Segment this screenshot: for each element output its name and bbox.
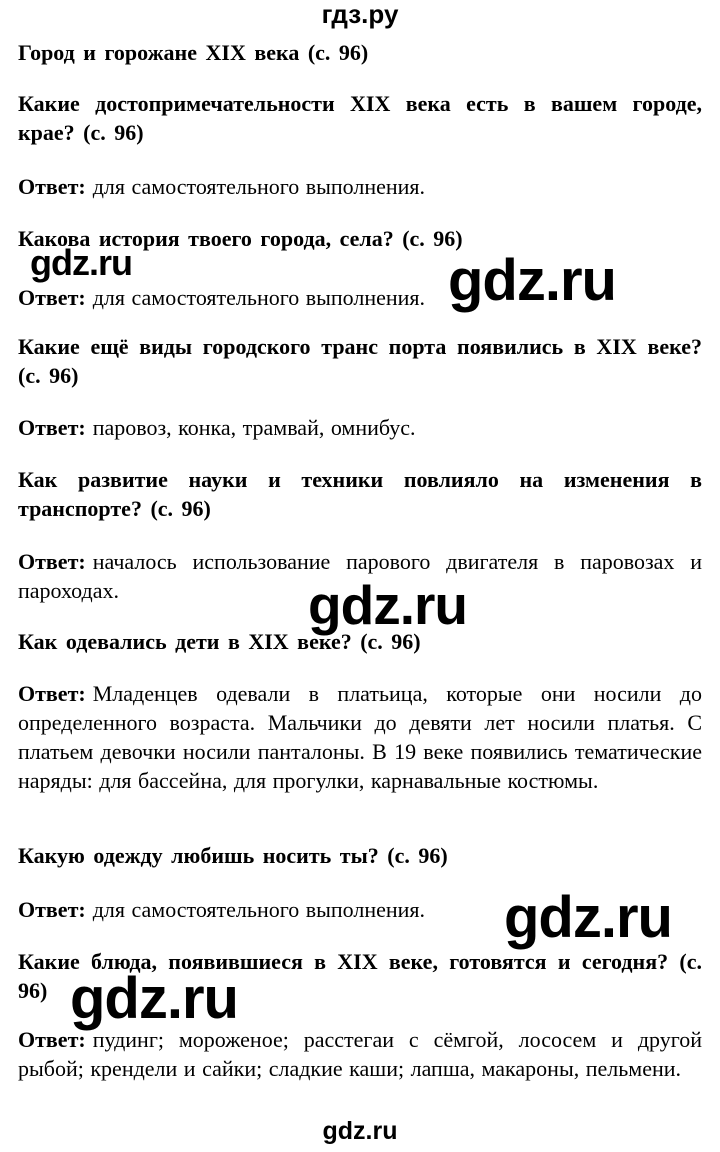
question-1: Какие достопримечательности XIX века есть в вашем городе, крае? (с. 96) <box>18 91 702 145</box>
gdz-watermark: gdz.ru <box>448 248 616 313</box>
answer-3 <box>18 413 702 442</box>
answer-text: Младенцев одевали в платьица, которые они носили до определенного возраста. Мальчики до девяти лет носили платья. С платьем девочки носили панталоны. В 19 веке появились тематические наряды: для бассейна, для прогулки, карнавальные костюмы. <box>18 681 702 793</box>
answer-text: пудинг; мороженое; расстегаи с сёмгой, лососем и другой рыбой; крендели и сайки; сладкие каши; лапша, макароны, пельмени. <box>18 1027 702 1081</box>
answer-label: Ответ: <box>18 285 86 310</box>
answer-label: Ответ: <box>18 174 86 199</box>
answer-label: Ответ: <box>18 549 86 574</box>
answer-label: Ответ: <box>18 415 86 440</box>
answer-text: паровоз, конка, трамвай, омнибус. <box>92 415 416 440</box>
gdz-watermark: gdz.ru <box>70 966 238 1031</box>
gdz-watermark: gdz.ru <box>30 242 132 283</box>
answer-5 <box>18 679 702 795</box>
answer-label: Ответ: <box>18 681 86 706</box>
answer-text: для самостоятельного выполнения. <box>92 285 426 310</box>
gdz-watermark: gdz.ru <box>504 885 672 950</box>
question-2: Какова история твоего города, села? (с. 96) <box>18 226 463 251</box>
question-6: Какую одежду любишь носить ты? (с. 96) <box>18 843 448 868</box>
answer-1 <box>18 172 702 201</box>
answer-label: Ответ: <box>18 1027 86 1052</box>
page-title: Город и горожане XIX века (с. 96) <box>18 40 369 65</box>
answer-text: началось использование парового двигателя в паровозах и пароходах. <box>18 549 702 603</box>
site-footer-logo: gdz.ru <box>322 1117 398 1145</box>
answer-7 <box>18 1025 702 1083</box>
answer-text: для самостоятельного выполнения. <box>92 174 426 199</box>
answer-text: для самостоятельного выполнения. <box>92 897 426 922</box>
answer-label: Ответ: <box>18 897 86 922</box>
gdz-watermark: gdz.ru <box>308 574 467 636</box>
question-5: Как одевались дети в XIX веке? (с. 96) <box>18 629 421 654</box>
site-header-logo: гдз.ру <box>321 0 399 29</box>
question-4: Как развитие науки и техники повлияло на изменения в транспорте? (с. 96) <box>18 467 702 521</box>
question-3: Какие ещё виды городского транс порта появились в XIX веке? (с. 96) <box>18 334 702 388</box>
question-7: Какие блюда, появившиеся в XIX веке, готовятся и сегодня? (с. 96) <box>18 949 702 1003</box>
